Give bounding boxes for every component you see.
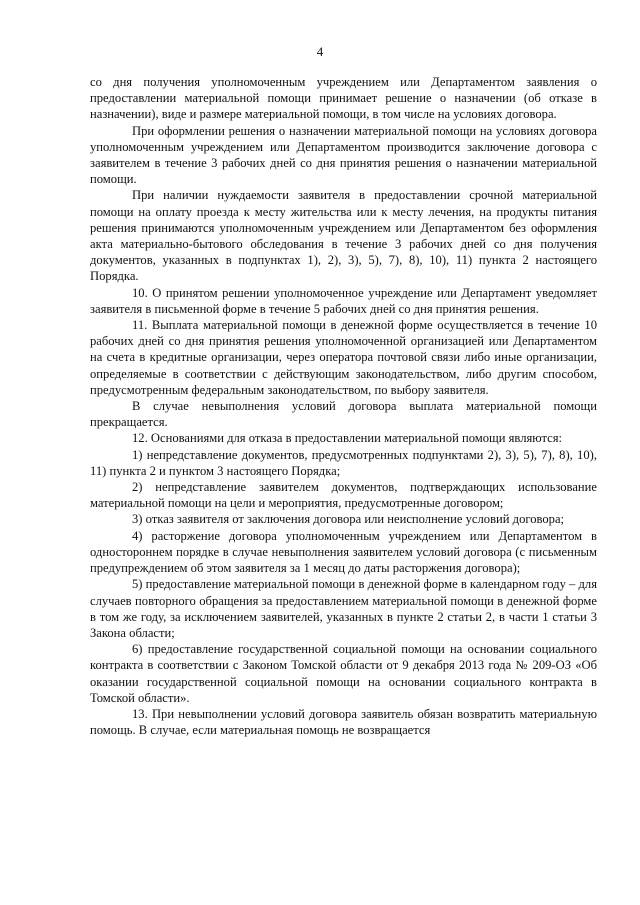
page-number: 4 bbox=[316, 44, 324, 59]
paragraph-continuation: со дня получения уполномоченным учреждением или Департаментом заявления о предоставлении материальной помощи принимает решение о назначении (об отказе в назначении), виде и размере материальной помощи, в том числе на условиях договора. bbox=[90, 75, 597, 122]
document-text bbox=[90, 74, 597, 738]
paragraph-urgent-aid: При наличии нуждаемости заявителя в предоставлении срочной материальной помощи на оплату проезда к месту жительства или к месту лечения, на продукты питания решения принимаются уполномоченным учреждением или Департаментом без оформления акта материально-бытового обследования в течение 3 рабочих дней со дня получения документов, указанных в подпунктах 1), 2), 3), 5), 7), 8), 10), 11) пункта 2 настоящего Порядка. bbox=[90, 188, 597, 284]
list-item-refusal-1: 1) непредставление документов, предусмотренных подпунктами 2), 3), 5), 7), 8), 10), 11) пункта 2 и пунктом 3 настоящего Порядка; bbox=[90, 447, 597, 478]
list-item-refusal-6: 6) предоставление государственной социальной помощи на основании социального контракта в соответствии с Законом Томской области от 9 декабря 2013 года № 209-ОЗ «Об оказании государственной социальной помощи на основании социального контракта в Томской области». bbox=[90, 642, 597, 705]
paragraph-item-12: 12. Основаниями для отказа в предоставлении материальной помощи являются: bbox=[132, 431, 563, 446]
list-item-refusal-4: 4) расторжение договора уполномоченным учреждением или Департаментом в одностороннем порядке в случае невыполнения заявителем условий договора (с письменным предупреждением об этом заявителя за 1 месяц до даты расторжения договора); bbox=[90, 528, 597, 576]
paragraph-contract-registration: При оформлении решения о назначении материальной помощи на условиях договора уполномоченным учреждением или Департаментом производится заключение договора с заявителем в течение 3 рабочих дней со дня принятия решения о назначении материальной помощи. bbox=[90, 123, 597, 187]
list-item-refusal-2: 2) непредставление заявителем документов, подтверждающих использование материальной помощи на цели и мероприятия, предусмотренные договором; bbox=[90, 480, 597, 511]
list-item-refusal-3: 3) отказ заявителя от заключения договора или неисполнение условий договора; bbox=[132, 512, 565, 527]
list-item-refusal-5: 5) предоставление материальной помощи в денежной форме в календарном году – для случаев повторного обращения за предоставлением материальной помощи в денежной форме в том же году, за исключением заявителей, указанных в пункте 2 статьи 2, в части 1 статьи 3 Закона области; bbox=[90, 577, 597, 640]
paragraph-payment-termination: В случае невыполнения условий договора выплата материальной помощи прекращается. bbox=[90, 399, 597, 430]
paragraph-item-11: 11. Выплата материальной помощи в денежной форме осуществляется в течение 10 рабочих дней со дня принятия решения уполномоченной организацией или Департаментом на счета в кредитные организации, через оператора почтовой связи либо иные организации, определяемые в соответствии с действующим законодательством, либо другим способом, предусмотренным федеральным законодательством, по выбору заявителя. bbox=[90, 318, 597, 397]
paragraph-item-10: 10. О принятом решении уполномоченное учреждение или Департамент уведомляет заявителя в письменной форме в течение 5 рабочих дней со дня принятия решения. bbox=[90, 285, 597, 316]
paragraph-item-13: 13. При невыполнении условий договора заявитель обязан возвратить материальную помощь. В случае, если материальная помощь не возвращается bbox=[90, 706, 597, 738]
